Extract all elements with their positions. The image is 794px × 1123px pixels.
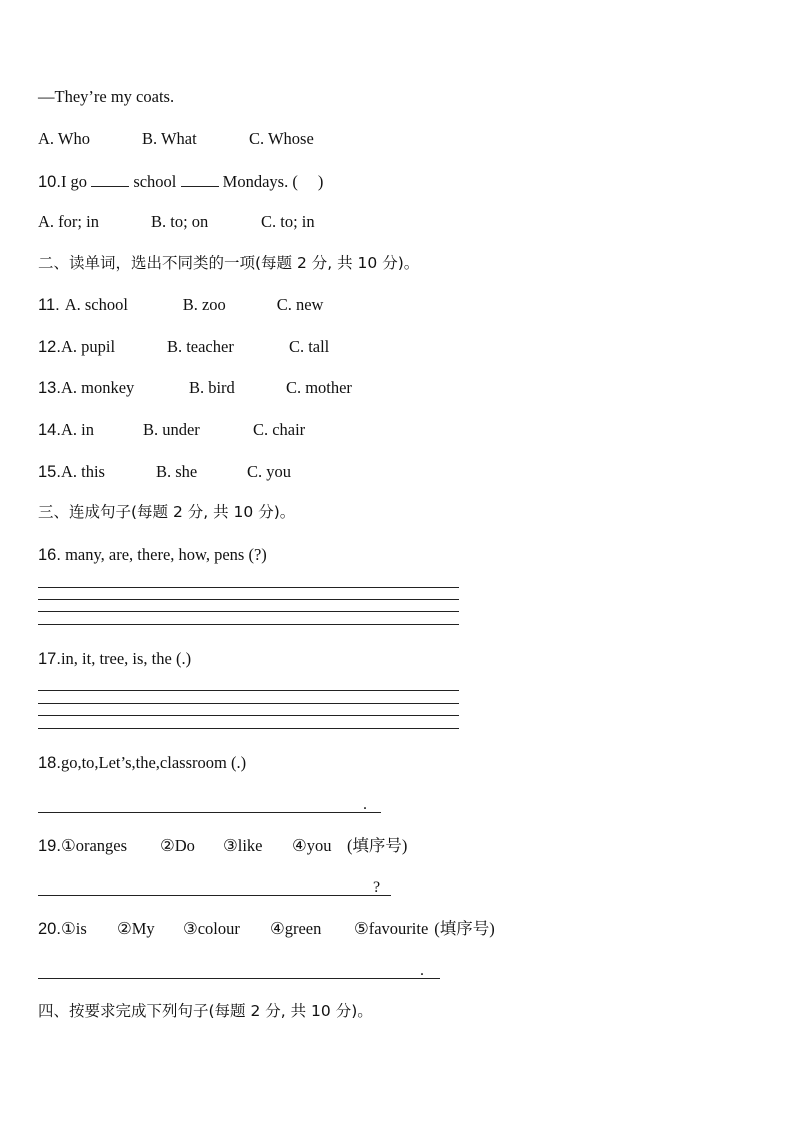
q14-option-a: A. in — [60, 420, 94, 439]
q14-number: 14. — [38, 421, 61, 439]
q9-options — [38, 129, 314, 149]
q17-stem — [38, 649, 191, 669]
q13-row — [38, 378, 352, 398]
q11-option-c: C. new — [276, 295, 324, 314]
q12-row — [38, 337, 329, 357]
q17-answer-line-2[interactable] — [38, 703, 459, 704]
q20-number: 20. — [38, 920, 61, 938]
q15-row — [38, 462, 291, 482]
q16-text: many, are, there, how, pens (?) — [60, 545, 267, 564]
q19-item-4: ④you — [291, 836, 332, 855]
q17-answer-line-4[interactable] — [38, 728, 459, 729]
q13-option-b: B. bird — [188, 378, 235, 397]
q19-note: (填序号) — [346, 836, 408, 855]
section2-heading: 二、读单词，选出不同类的一项(每题 2 分, 共 10 分)。 — [38, 254, 420, 272]
q13-option-a: A. monkey — [60, 378, 135, 397]
q18-answer-line[interactable] — [38, 812, 381, 813]
q20-item-3: ③colour — [182, 919, 240, 938]
q19-item-1: ①oranges — [60, 836, 128, 855]
q10-option-a: A. for; in — [38, 212, 99, 231]
q16-answer-line-2[interactable] — [38, 599, 459, 600]
q15-option-b: B. she — [155, 462, 198, 481]
q11-option-a: A. school — [64, 295, 128, 314]
q18-text: go,to,Let’s,the,classroom (.) — [60, 753, 247, 772]
q17-answer-line-1[interactable] — [38, 690, 459, 691]
q15-number: 15. — [38, 463, 61, 481]
q12-option-c: C. tall — [288, 337, 330, 356]
q11-option-b: B. zoo — [182, 295, 226, 314]
q16-number: 16. — [38, 546, 61, 564]
q10-part1: I go — [60, 172, 88, 191]
q18-number: 18. — [38, 754, 61, 772]
q20-note: (填序号) — [434, 919, 495, 938]
q14-option-b: B. under — [142, 420, 200, 439]
q10-blank-1[interactable] — [91, 170, 129, 187]
q10-stem — [38, 170, 323, 192]
q9-option-c: C. Whose — [249, 129, 314, 148]
q20-item-1: ①is — [60, 919, 87, 938]
q18-stem — [38, 753, 246, 773]
q19-item-3: ③like — [222, 836, 263, 855]
q18-end-mark: . — [363, 796, 367, 813]
q10-number: 10. — [38, 173, 61, 191]
q12-number: 12. — [38, 338, 61, 356]
section4-heading: 四、按要求完成下列句子(每题 2 分, 共 10 分)。 — [38, 1002, 373, 1020]
q20-item-5: ⑤favourite — [353, 919, 429, 938]
q20-item-4: ④green — [269, 919, 322, 938]
q19-stem — [38, 836, 407, 856]
q9-option-b: B. What — [142, 129, 197, 148]
q10-part3: Mondays. ( — [222, 172, 298, 191]
q13-option-c: C. mother — [285, 378, 352, 397]
q19-number: 19. — [38, 837, 61, 855]
section3-heading: 三、连成句子(每题 2 分, 共 10 分)。 — [38, 503, 296, 521]
q17-answer-line-3[interactable] — [38, 715, 459, 716]
q20-stem — [38, 919, 495, 939]
q12-option-b: B. teacher — [166, 337, 234, 356]
q17-text: in, it, tree, is, the (.) — [60, 649, 192, 668]
q20-item-2: ②My — [116, 919, 155, 938]
q9-answer-line: —They’re my coats. — [38, 87, 175, 106]
q14-option-c: C. chair — [252, 420, 306, 439]
q17-number: 17. — [38, 650, 61, 668]
q19-item-2: ②Do — [159, 836, 195, 855]
q15-option-c: C. you — [246, 462, 291, 481]
q10-part4: ) — [317, 172, 324, 191]
q10-part2: school — [133, 172, 177, 191]
q19-end-mark: ? — [373, 879, 381, 896]
q16-stem — [38, 545, 267, 565]
q11-row — [38, 295, 323, 315]
q12-option-a: A. pupil — [60, 337, 116, 356]
q16-answer-line-4[interactable] — [38, 624, 459, 625]
q11-number: 11. — [38, 296, 60, 314]
q16-answer-line-3[interactable] — [38, 611, 459, 612]
q10-option-b: B. to; on — [151, 212, 209, 231]
q15-option-a: A. this — [60, 462, 105, 481]
q20-answer-line[interactable] — [38, 978, 440, 979]
q10-blank-2[interactable] — [181, 170, 219, 187]
q13-number: 13. — [38, 379, 61, 397]
q9-option-a: A. Who — [38, 129, 90, 148]
q19-answer-line[interactable] — [38, 895, 391, 896]
q10-option-c: C. to; in — [261, 212, 315, 231]
q10-options — [38, 212, 315, 232]
q20-end-mark: . — [420, 962, 424, 979]
q16-answer-line-1[interactable] — [38, 587, 459, 588]
q14-row — [38, 420, 305, 440]
